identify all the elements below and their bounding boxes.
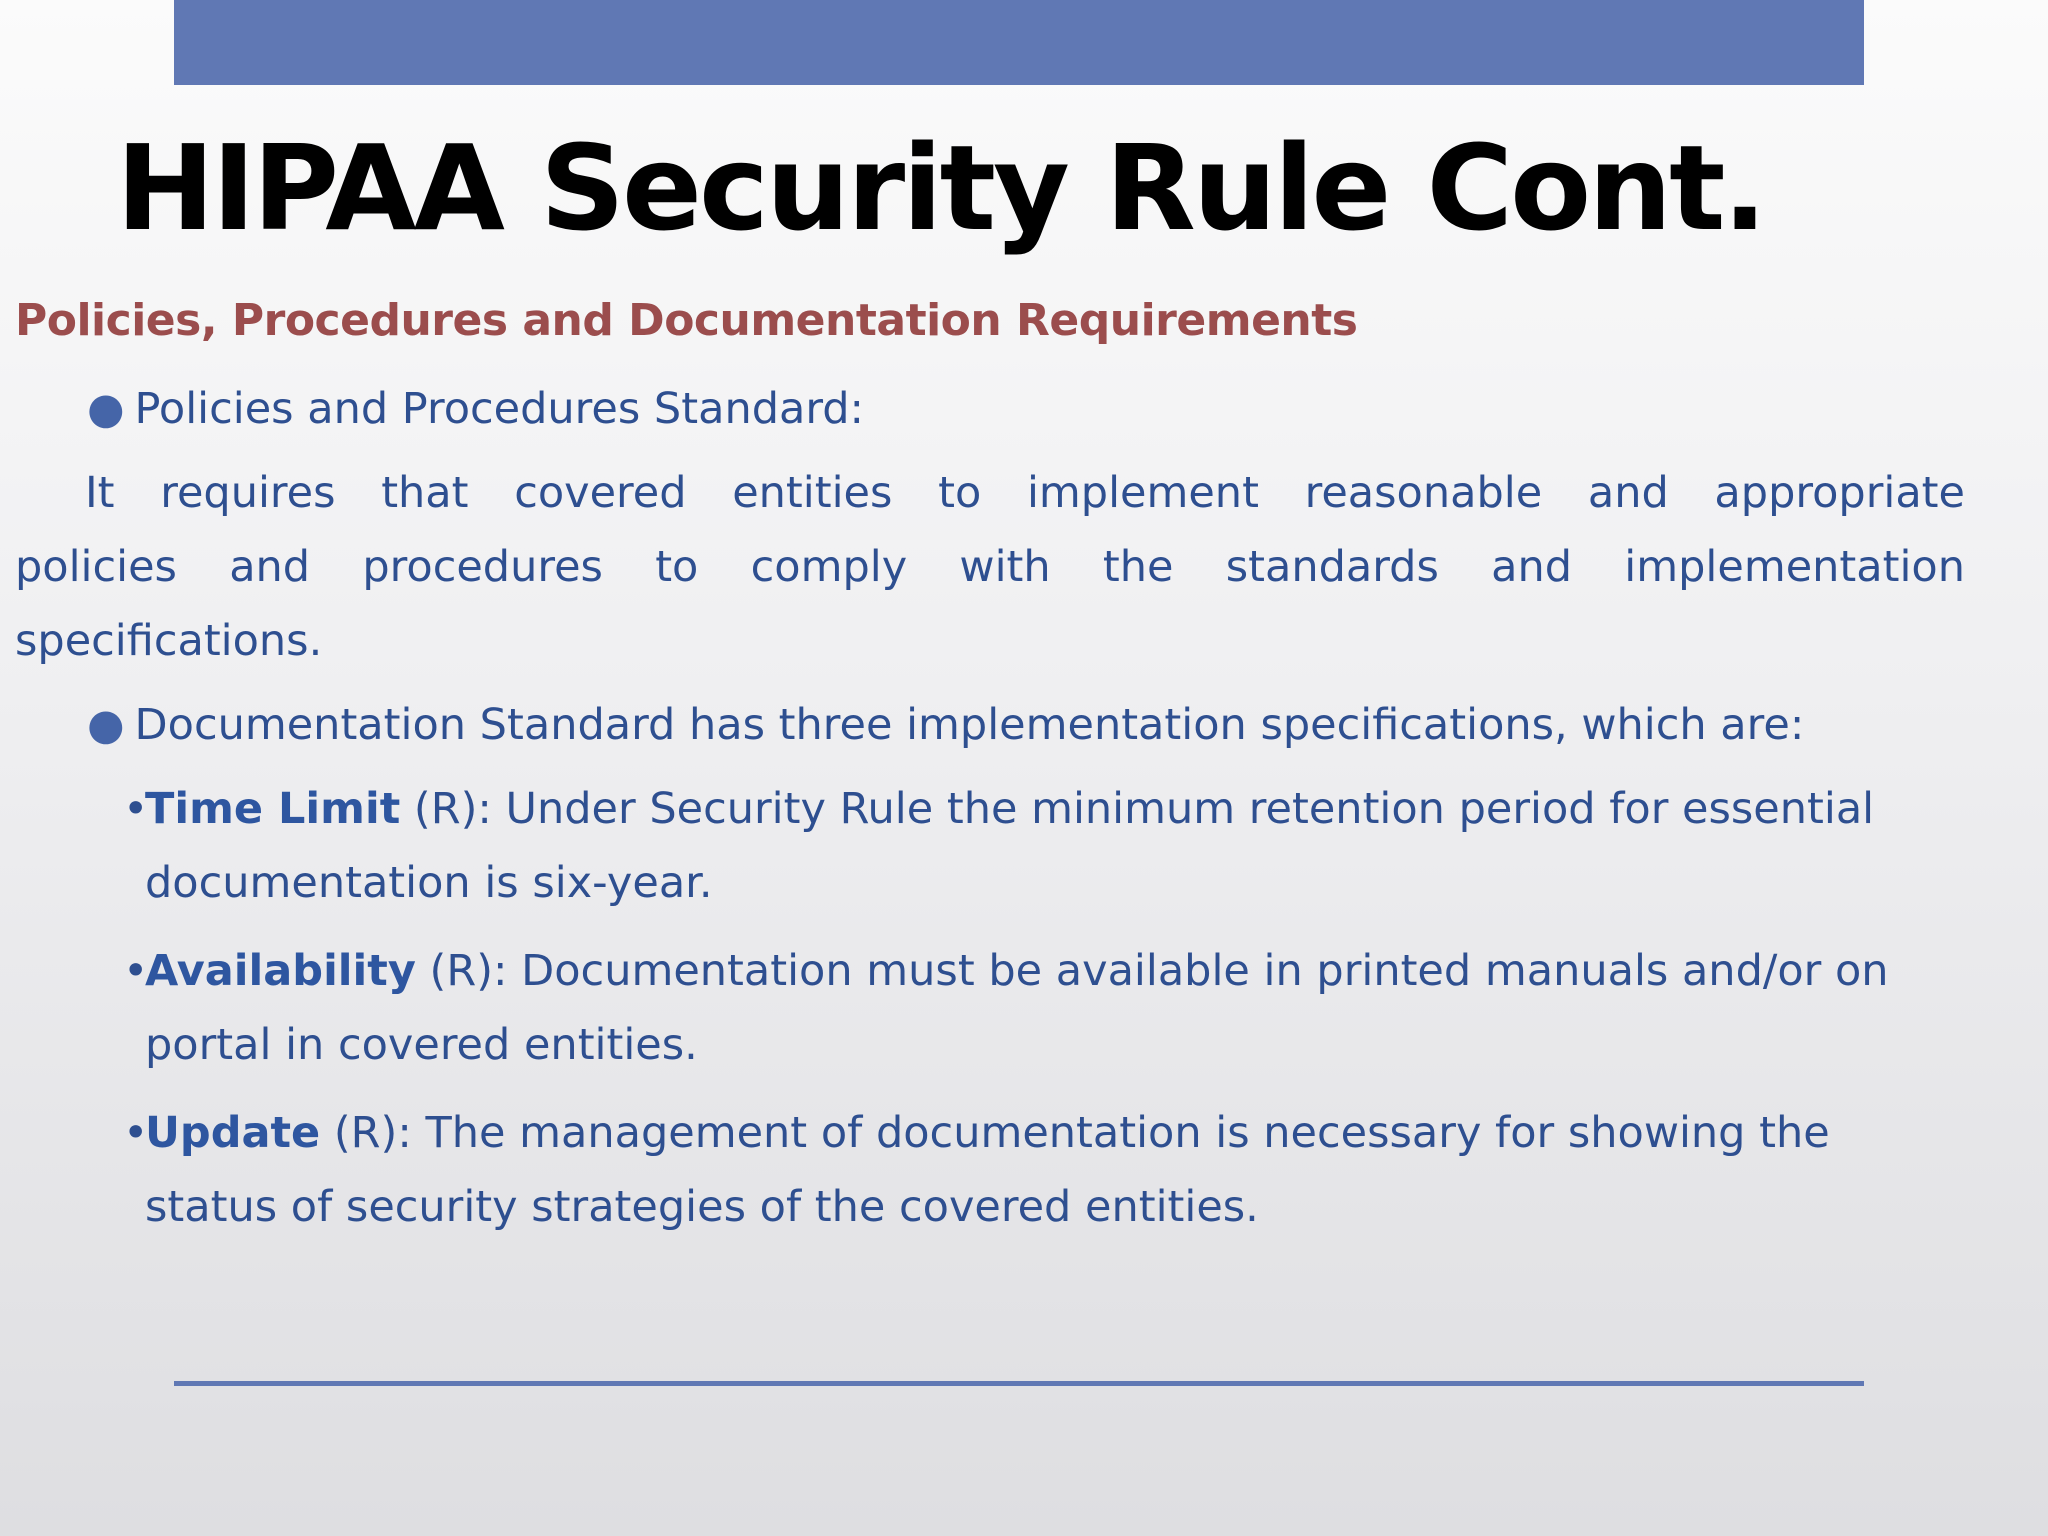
section-subheading: Policies, Procedures and Documentation Requirements — [15, 295, 1358, 346]
bullet-text: Documentation Standard has three implementation specifications, which are: — [134, 700, 1805, 750]
bullet-marker: ● — [87, 700, 125, 750]
bullet-documentation-standard — [87, 694, 1965, 756]
spec-term: Time Limit — [145, 784, 401, 834]
bullet-marker: ● — [87, 384, 125, 434]
slide-content — [15, 290, 1965, 1258]
policies-paragraph: It requires that covered entities to implement reasonable and appropriate policies and procedures to comply with the standards and implementation specifications. — [15, 468, 1965, 666]
spec-item-update — [123, 1096, 1955, 1244]
spec-item-time-limit — [123, 772, 1955, 920]
sub-bullet-marker: • — [123, 784, 149, 834]
bottom-divider-line — [174, 1381, 1864, 1386]
spec-text: (R): Under Security Rule the minimum retention period for essential documentation is six-year. — [145, 784, 1875, 908]
sub-bullet-marker: • — [123, 946, 149, 996]
bullet-text: Policies and Procedures Standard: — [134, 384, 865, 434]
bullet-policies-standard — [87, 378, 1965, 440]
spec-term: Availability — [145, 946, 416, 996]
sub-bullet-marker: • — [123, 1108, 149, 1158]
spec-term: Update — [145, 1108, 321, 1158]
spec-text: (R): The management of documentation is necessary for showing the status of security strategies of the covered entities. — [145, 1108, 1830, 1232]
slide-title: HIPAA Security Rule Cont. — [116, 119, 1765, 257]
spec-text: (R): Documentation must be available in printed manuals and/or on portal in covered entities. — [145, 946, 1889, 1070]
spec-item-availability — [123, 934, 1955, 1082]
top-accent-bar — [174, 0, 1864, 85]
